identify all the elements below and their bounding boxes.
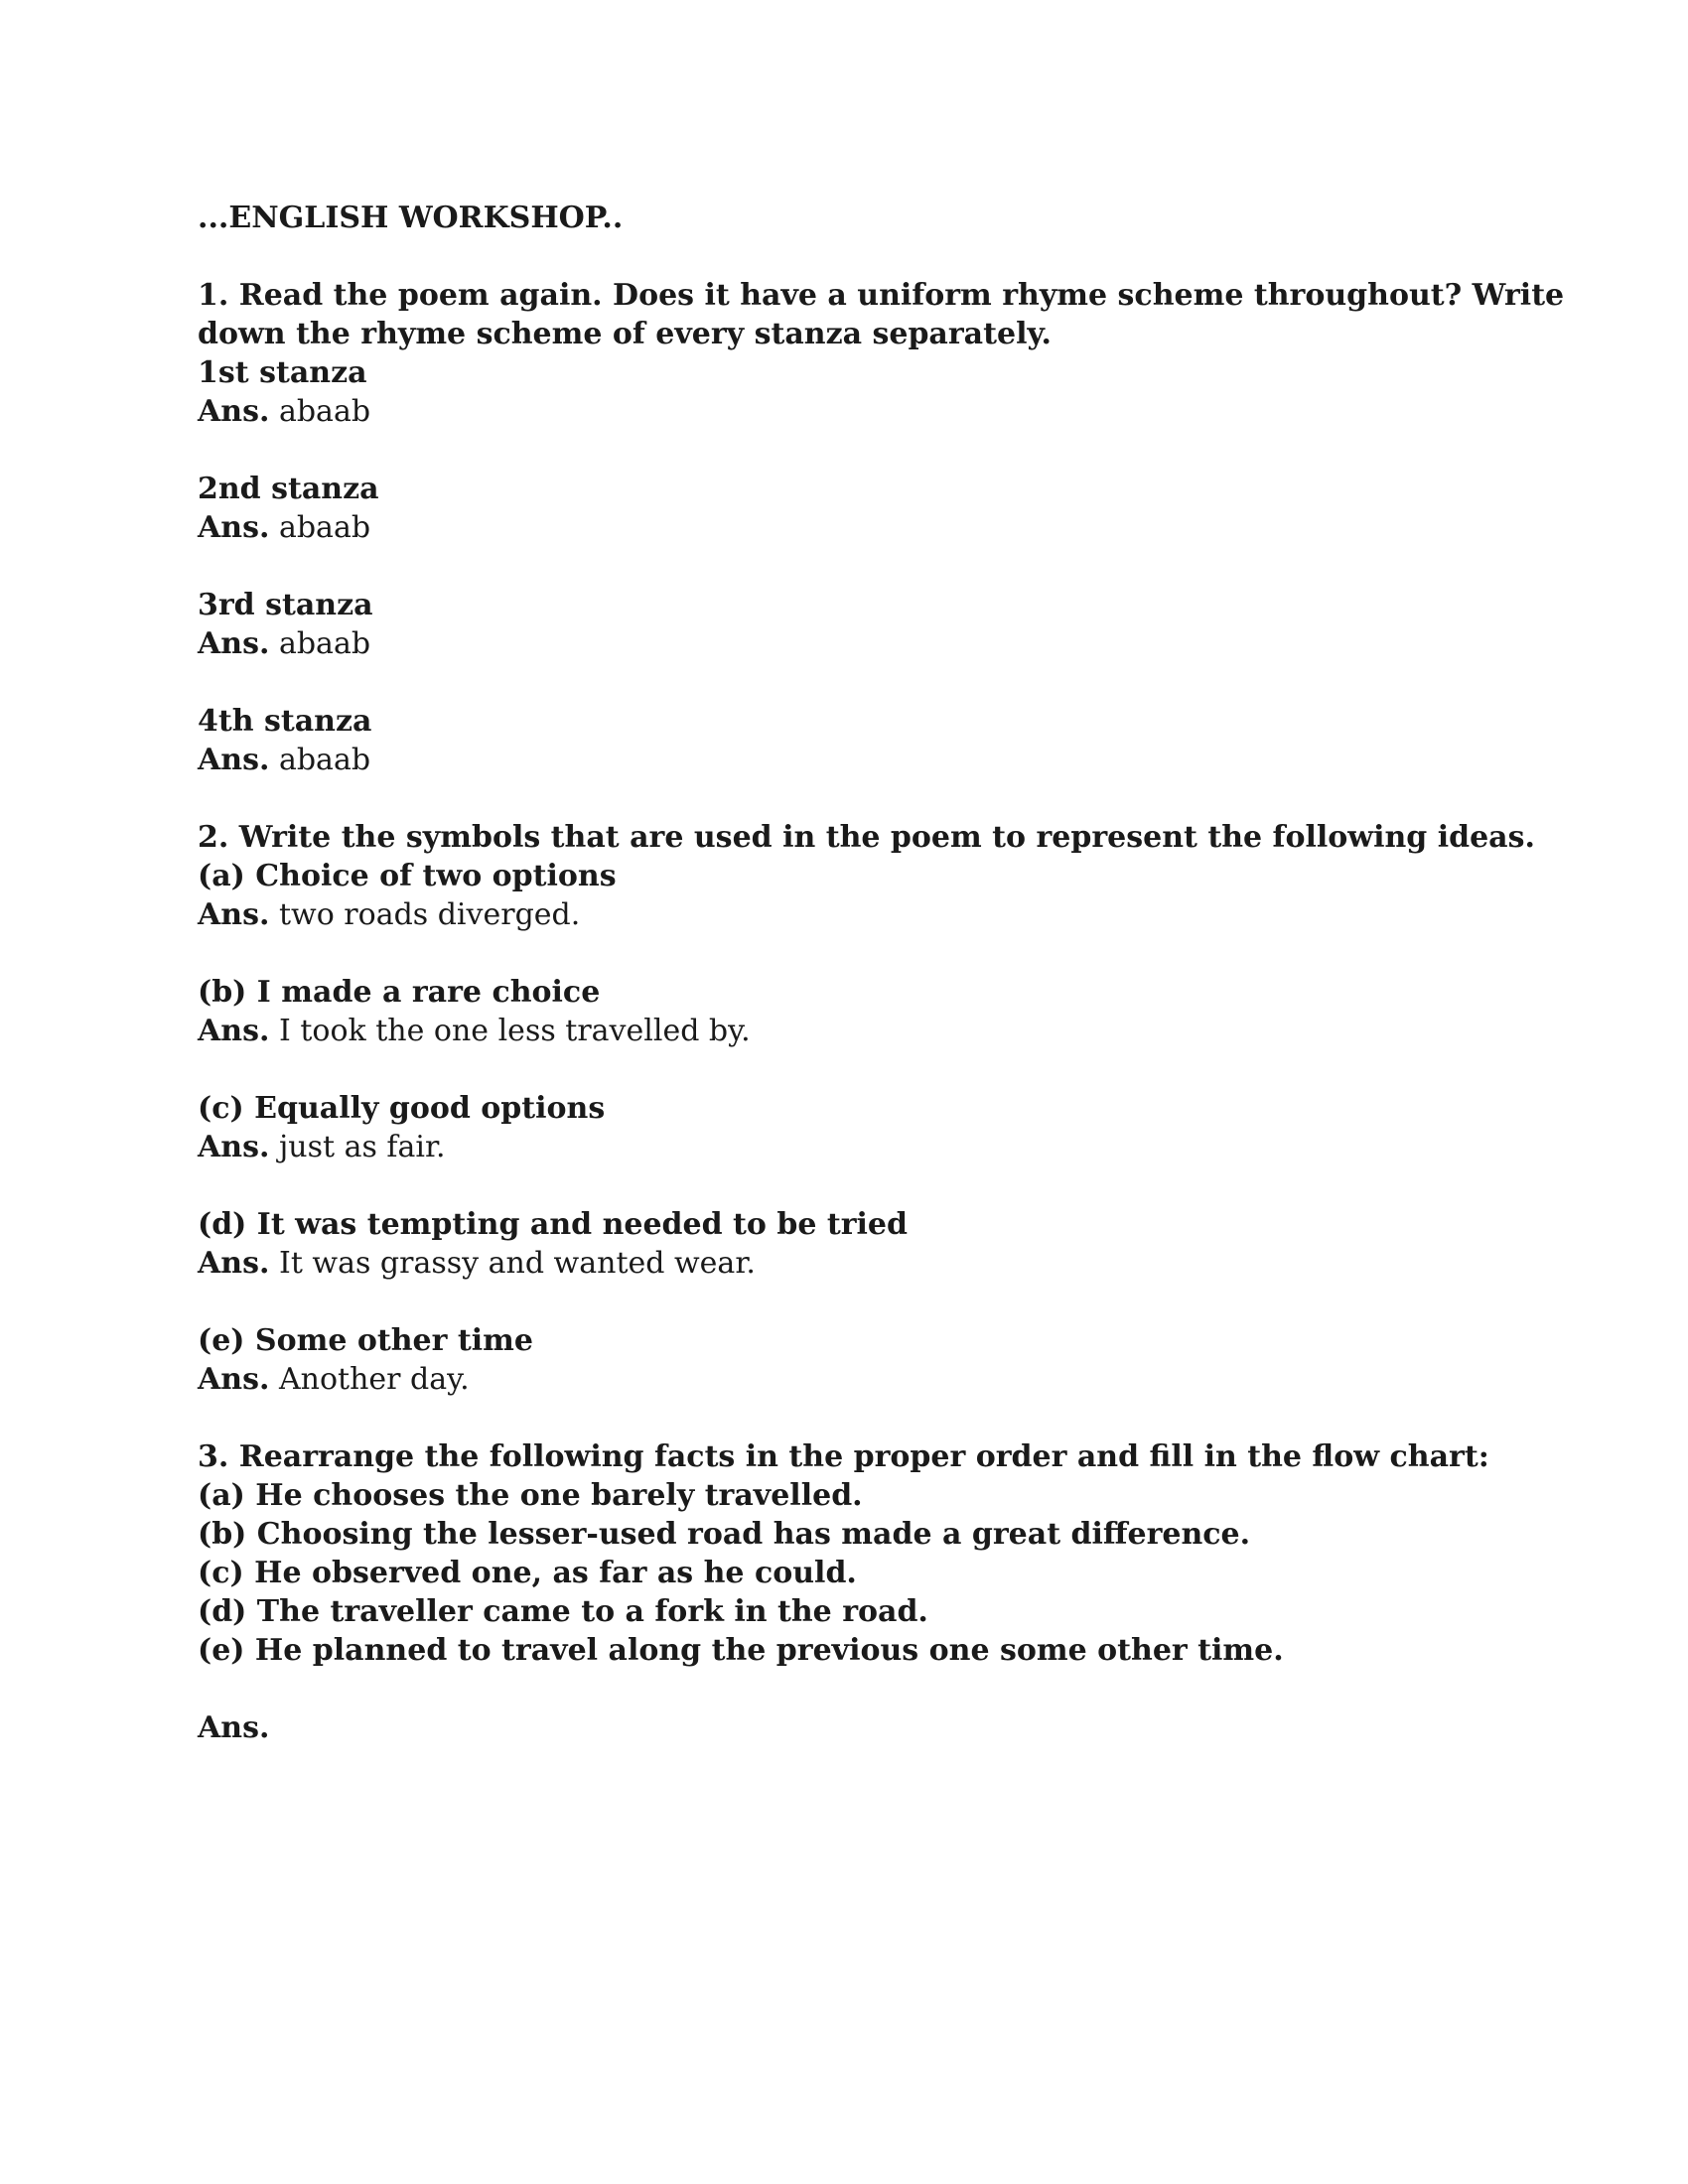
q3-fact: (c) He observed one, as far as he could. [198, 1556, 857, 1590]
q3-question: 3. Rearrange the following facts in the proper order and fill in the flow chart: [198, 1439, 1489, 1474]
q1-stanza-label: 1st stanza [198, 355, 367, 390]
q2-item-prompt: (b) I made a rare choice [198, 975, 601, 1010]
spacer [198, 1166, 1508, 1205]
document-page [198, 199, 1565, 1747]
spacer [198, 1670, 1508, 1708]
q3-answer-label: Ans. [198, 1710, 270, 1745]
q3-fact: (a) He chooses the one barely travelled. [198, 1478, 863, 1513]
q1-stanza-answer: Ans. abaab [198, 626, 371, 661]
spacer [198, 431, 1508, 470]
spacer [198, 934, 1508, 973]
q2-item-answer: Ans. just as fair. [198, 1130, 446, 1164]
q3-fact: (d) The traveller came to a fork in the road. [198, 1594, 928, 1629]
q1-stanza-label: 2nd stanza [198, 472, 379, 506]
spacer [198, 547, 1508, 586]
q2-item-answer: Ans. I took the one less travelled by. [198, 1014, 751, 1048]
q2-item-answer: Ans. It was grassy and wanted wear. [198, 1246, 756, 1281]
q2-item-answer: Ans. Another day. [198, 1362, 470, 1397]
q1-stanza-answer: Ans. abaab [198, 743, 371, 777]
spacer [198, 663, 1508, 702]
q1-stanza-answer: Ans. abaab [198, 510, 371, 545]
q2-item-answer: Ans. two roads diverged. [198, 897, 581, 932]
q2-item-prompt: (d) It was tempting and needed to be tried [198, 1207, 908, 1242]
spacer [198, 1399, 1508, 1437]
q1-stanza-answer: Ans. abaab [198, 394, 371, 429]
document-title: ...ENGLISH WORKSHOP.. [198, 201, 624, 235]
q1-stanza-label: 4th stanza [198, 704, 372, 739]
q2-item-prompt: (e) Some other time [198, 1323, 533, 1358]
q1-stanza-label: 3rd stanza [198, 588, 373, 622]
q3-fact: (b) Choosing the lesser-used road has made a great difference. [198, 1517, 1251, 1552]
q2-question: 2. Write the symbols that are used in the poem to represent the following ideas. [198, 820, 1535, 855]
q1-question-line2: down the rhyme scheme of every stanza separately. [198, 317, 1052, 351]
spacer [198, 1050, 1508, 1089]
q1-question-line1: 1. Read the poem again. Does it have a uniform rhyme scheme throughout? Write [198, 278, 1565, 313]
q2-item-prompt: (a) Choice of two options [198, 859, 617, 893]
spacer [198, 237, 1508, 276]
q2-item-prompt: (c) Equally good options [198, 1091, 606, 1126]
spacer [198, 779, 1508, 818]
q3-fact: (e) He planned to travel along the previous one some other time. [198, 1633, 1284, 1668]
spacer [198, 1283, 1508, 1321]
